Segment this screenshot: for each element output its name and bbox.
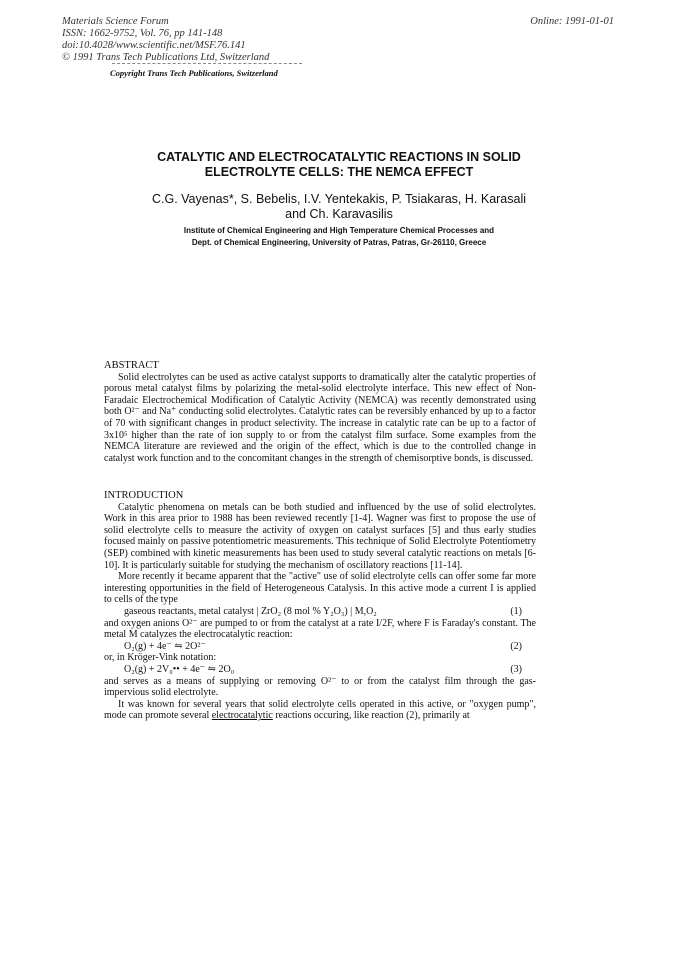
authors-line: and Ch. Karavasilis (285, 207, 393, 221)
introduction-section (104, 490, 536, 722)
equation-text: O₂(g) + 2V₀•• + 4e⁻ ⇋ 2O₀ (124, 663, 235, 675)
equation-text: O₂(g) + 4e⁻ ⇋ 2O²⁻ (124, 640, 206, 652)
introduction-heading: INTRODUCTION (104, 490, 184, 501)
title-line: ELECTROLYTE CELLS: THE NEMCA EFFECT (204, 165, 474, 179)
divider (112, 63, 302, 66)
equation-number: (3) (510, 663, 522, 675)
intro-paragraph: Catalytic phenomena on metals can be both studied and influenced by the use of solid electrolytes. Work in this area prior to 1988 has been reviewed recently [1-4]. Wagner was first to propose the use of solid electrolyte cells to measure the activity of oxygen on catalyst surfaces [5] and thus early studies focused mainly on passive potentiometric measurements. This technique of Solid Electrolyte Potentiometry (SEP) combined with kinetic measurements has been used to study several catalytic reactions on metals [6-10]. It is particularly suitable for studying the mechanism of oscillatory reactions [11-14]. (104, 501, 536, 571)
paper-title (80, 150, 598, 180)
equation-3 (104, 664, 536, 676)
affiliation (100, 225, 578, 249)
journal-name: Materials Science Forum (62, 16, 169, 27)
intro-paragraph: and serves as a means of supplying or removing O²⁻ to or from the catalyst film through the gas-impervious solid electrolyte. (104, 675, 536, 699)
intro-paragraph: and oxygen anions O²⁻ are pumped to or from the catalyst at a rate I/2F, where F is Faraday's constant. The metal M catalyzes the electrocatalytic reaction: (104, 617, 536, 641)
publisher-line: © 1991 Trans Tech Publications Ltd, Switzerland (62, 52, 270, 63)
abstract-text: Solid electrolytes can be used as active catalyst supports to dramatically alter the catalytic properties of porous metal catalyst films by polarizing the metal-solid electrolyte interface. This new effect of Non-Faradaic Electrochemical Modification of Catalytic Activity (NEMCA) was recently demonstrated using both O²⁻ and Na⁺ conducting solid electrolytes. Catalytic rates can be reversibly enhanced by up to a factor of 70 with significant changes in product selectivity. The increase in catalytic rate can be up to a factor of 3x10⁵ higher than the rate of ion supply to or from the catalyst film surface. Some examples from the NEMCA literature are reviewed and the origin of the effect, which is due to the controlled change in catalyst work function and to the concomitant changes in the strength of chemisorptive bonds, is discussed. (104, 371, 536, 464)
title-line: CATALYTIC AND ELECTROCATALYTIC REACTIONS IN SOLID (157, 150, 521, 164)
issn-line: ISSN: 1662-9752, Vol. 76, pp 141-148 (62, 28, 223, 39)
journal-header (62, 16, 269, 64)
intro-paragraph: More recently it became apparent that the "active" use of solid electrolyte cells can offer some far more interesting opportunities in the field of Heterogeneous Catalysis. In this active mode a current I is applied to cells of the type (104, 571, 536, 606)
abstract-section (104, 360, 536, 464)
equation-number: (2) (510, 640, 522, 652)
equation-2 (104, 641, 536, 653)
intro-paragraph (104, 699, 536, 722)
abstract-heading: ABSTRACT (104, 360, 159, 371)
doi-line: doi:10.4028/www.scientific.net/MSF.76.141 (62, 40, 246, 51)
equation-1 (104, 606, 536, 618)
equation-number: (1) (510, 605, 522, 617)
paragraph-text: It was known for several years that solid electrolyte cells operated in this active, or "oxygen pump", mode can promote several (104, 698, 536, 722)
author-list (80, 192, 598, 222)
affiliation-line: Dept. of Chemical Engineering, University of Patras, Patras, Gr-26110, Greece (191, 238, 487, 247)
online-date: Online: 1991-01-01 (530, 16, 614, 27)
copyright-notice: Copyright Trans Tech Publications, Switzerland (110, 68, 278, 78)
authors-line: C.G. Vayenas*, S. Bebelis, I.V. Yentekakis, P. Tsiakaras, H. Karasali (151, 192, 527, 206)
equation-text: gaseous reactants, metal catalyst | ZrO₂ (8 mol % Y₂O₃) | M,O₂ (124, 605, 377, 617)
intro-paragraph: or, in Kröger-Vink notation: (104, 652, 217, 664)
underlined-term: electrocatalytic (211, 710, 273, 722)
affiliation-line: Institute of Chemical Engineering and High Temperature Chemical Processes and (183, 226, 495, 235)
paragraph-text: reactions occuring, like reaction (2), primarily at (272, 710, 470, 722)
